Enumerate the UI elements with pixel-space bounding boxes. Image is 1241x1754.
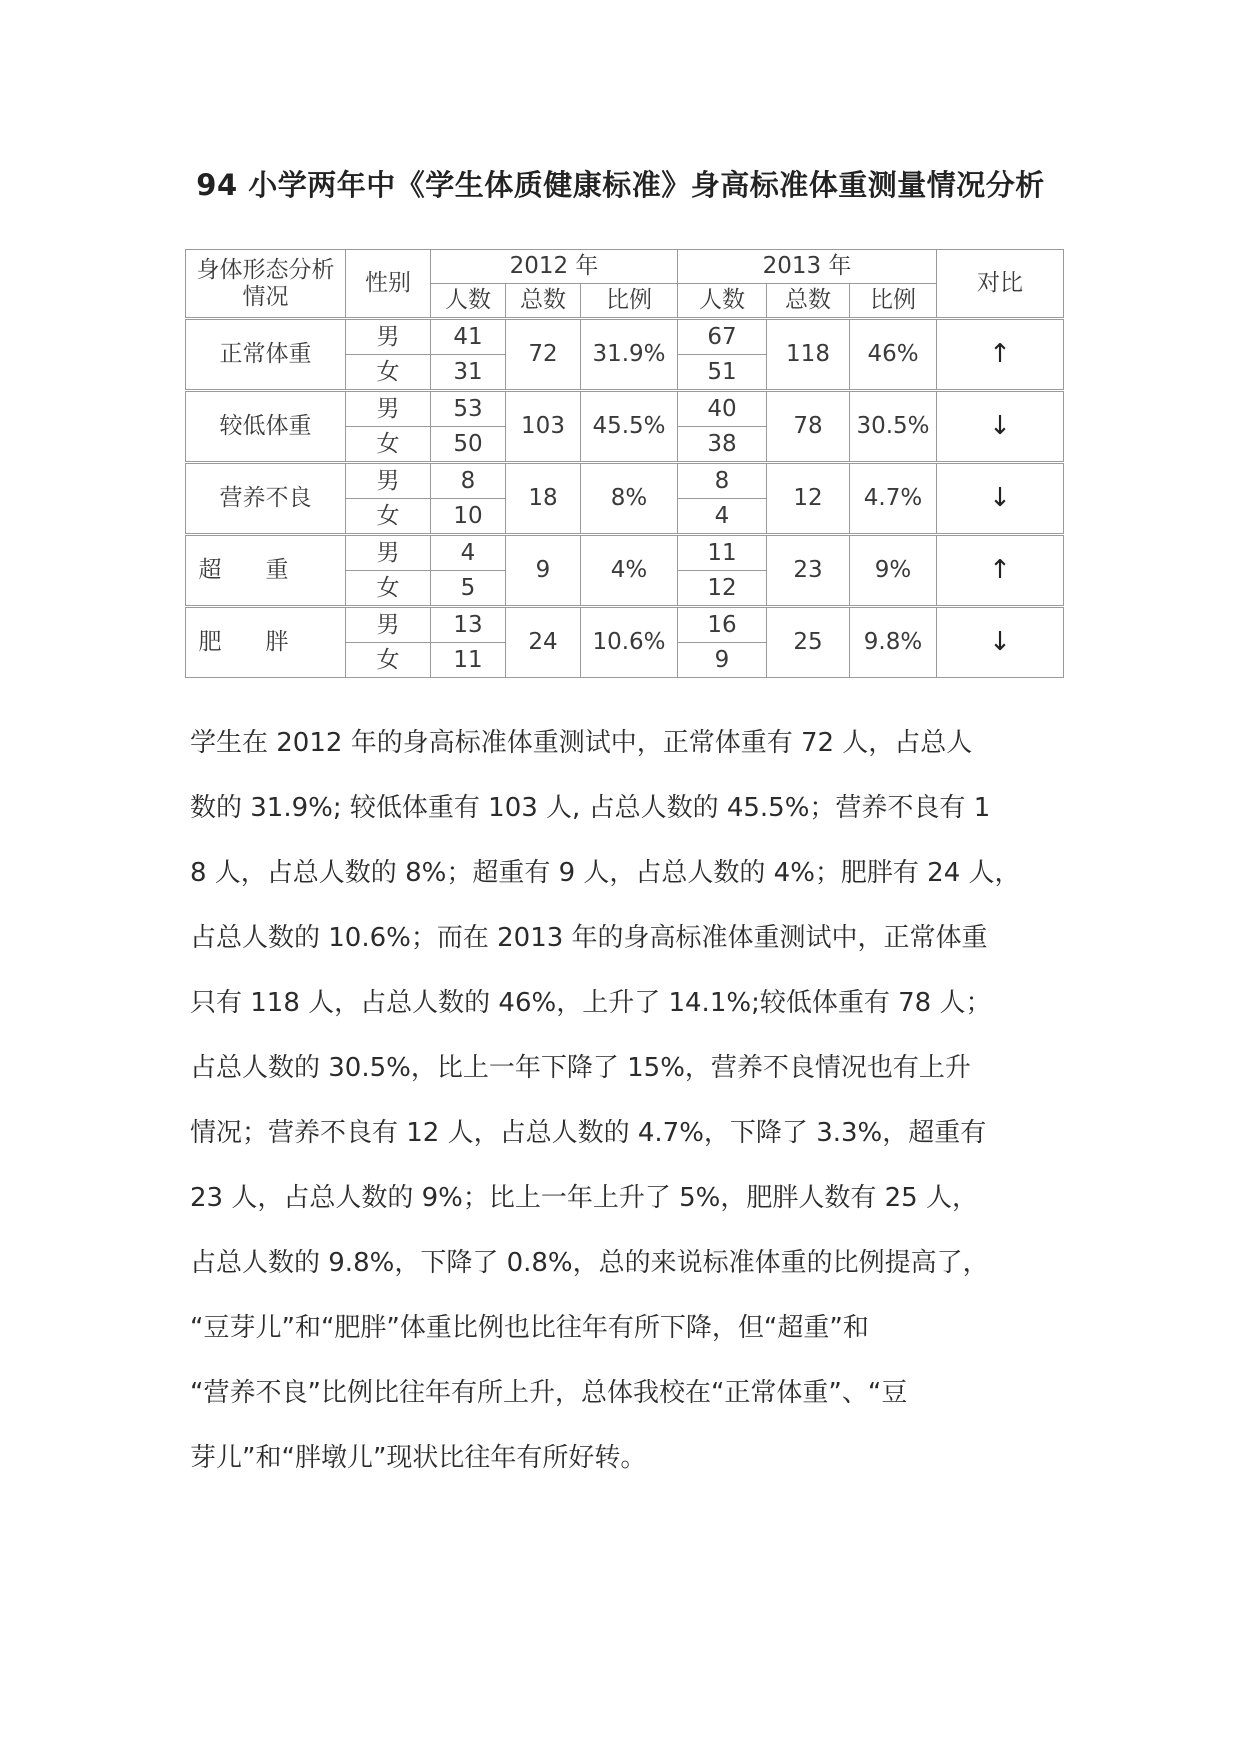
count-2013-female: 9 xyxy=(678,643,767,678)
trend-down-icon: ↓ xyxy=(937,607,1064,678)
table-row xyxy=(186,391,1064,427)
paragraph-line: 占总人数的 30.5%，比上一年下降了 15%，营养不良情况也有上升 xyxy=(190,1053,971,1083)
header-2013-ratio: 比例 xyxy=(850,284,937,319)
total-2013: 23 xyxy=(767,535,850,607)
count-2013-female: 4 xyxy=(678,499,767,535)
count-2012-male: 8 xyxy=(431,463,506,499)
total-2013: 78 xyxy=(767,391,850,463)
category-cell: 超重 xyxy=(186,535,346,607)
header-analysis: 身体形态分析情况 xyxy=(186,250,346,319)
ratio-2012: 45.5% xyxy=(581,391,678,463)
total-2013: 25 xyxy=(767,607,850,678)
gender-female: 女 xyxy=(346,355,431,391)
trend-up-icon: ↑ xyxy=(937,319,1064,391)
gender-male: 男 xyxy=(346,391,431,427)
total-2012: 103 xyxy=(506,391,581,463)
category-cell: 营养不良 xyxy=(186,463,346,535)
paragraph-line: 23 人，占总人数的 9%；比上一年上升了 5%，肥胖人数有 25 人， xyxy=(190,1183,978,1213)
total-2012: 24 xyxy=(506,607,581,678)
count-2013-female: 38 xyxy=(678,427,767,463)
total-2012: 9 xyxy=(506,535,581,607)
total-2012: 18 xyxy=(506,463,581,535)
trend-down-icon: ↓ xyxy=(937,463,1064,535)
count-2012-female: 50 xyxy=(431,427,506,463)
trend-up-icon: ↑ xyxy=(937,535,1064,607)
paragraph-line: 数的 31.9%; 较低体重有 103 人, 占总人数的 45.5%；营养不良有 1 xyxy=(190,793,991,823)
paragraph-line: 占总人数的 9.8%，下降了 0.8%，总的来说标准体重的比例提高了， xyxy=(190,1248,989,1278)
total-2013: 118 xyxy=(767,319,850,391)
header-2013-people: 人数 xyxy=(678,284,767,319)
gender-male: 男 xyxy=(346,463,431,499)
trend-down-icon: ↓ xyxy=(937,391,1064,463)
header-2013-total: 总数 xyxy=(767,284,850,319)
gender-female: 女 xyxy=(346,643,431,678)
count-2012-female: 10 xyxy=(431,499,506,535)
table-row xyxy=(186,319,1064,355)
gender-male: 男 xyxy=(346,607,431,643)
ratio-2013: 30.5% xyxy=(850,391,937,463)
header-compare: 对比 xyxy=(937,250,1064,319)
category-cell: 肥胖 xyxy=(186,607,346,678)
ratio-2013: 4.7% xyxy=(850,463,937,535)
ratio-2012: 8% xyxy=(581,463,678,535)
document-title: 94 小学两年中《学生体质健康标准》身高标准体重测量情况分析 xyxy=(196,168,1045,202)
header-year-2012: 2012 年 xyxy=(431,250,678,284)
count-2012-female: 5 xyxy=(431,571,506,607)
paragraph-line: “豆芽儿”和“肥胖”体重比例也比往年有所下降，但“超重”和 xyxy=(190,1313,869,1343)
count-2013-male: 67 xyxy=(678,319,767,355)
count-2012-male: 41 xyxy=(431,319,506,355)
header-2012-total: 总数 xyxy=(506,284,581,319)
ratio-2013: 9% xyxy=(850,535,937,607)
header-2012-people: 人数 xyxy=(431,284,506,319)
count-2012-male: 53 xyxy=(431,391,506,427)
ratio-2013: 9.8% xyxy=(850,607,937,678)
total-2012: 72 xyxy=(506,319,581,391)
paragraph-line: 学生在 2012 年的身高标准体重测试中，正常体重有 72 人，占总人 xyxy=(190,728,973,758)
total-2013: 12 xyxy=(767,463,850,535)
count-2013-male: 40 xyxy=(678,391,767,427)
gender-female: 女 xyxy=(346,499,431,535)
paragraph-line: 占总人数的 10.6%；而在 2013 年的身高标准体重测试中，正常体重 xyxy=(190,923,988,953)
count-2012-female: 11 xyxy=(431,643,506,678)
paragraph-line: 只有 118 人，占总人数的 46%，上升了 14.1%;较低体重有 78 人； xyxy=(190,988,992,1018)
paragraph-line: “营养不良”比例比往年有所上升，总体我校在“正常体重”、“豆 xyxy=(190,1378,908,1408)
table-row xyxy=(186,463,1064,499)
count-2013-male: 16 xyxy=(678,607,767,643)
count-2013-male: 8 xyxy=(678,463,767,499)
ratio-2012: 31.9% xyxy=(581,319,678,391)
analysis-paragraph xyxy=(190,711,1060,1491)
ratio-2013: 46% xyxy=(850,319,937,391)
gender-female: 女 xyxy=(346,427,431,463)
count-2013-female: 12 xyxy=(678,571,767,607)
header-year-2013: 2013 年 xyxy=(678,250,937,284)
table-header-row xyxy=(186,250,1064,284)
table-row xyxy=(186,607,1064,643)
ratio-2012: 10.6% xyxy=(581,607,678,678)
count-2012-female: 31 xyxy=(431,355,506,391)
count-2012-male: 13 xyxy=(431,607,506,643)
paragraph-line: 8 人，占总人数的 8%；超重有 9 人，占总人数的 4%；肥胖有 24 人， xyxy=(190,858,1021,888)
header-gender: 性别 xyxy=(346,250,431,319)
count-2013-male: 11 xyxy=(678,535,767,571)
count-2012-male: 4 xyxy=(431,535,506,571)
gender-male: 男 xyxy=(346,319,431,355)
paragraph-line: 情况；营养不良有 12 人，占总人数的 4.7%，下降了 3.3%，超重有 xyxy=(190,1118,987,1148)
body-measurement-table xyxy=(185,249,1064,678)
paragraph-line: 芽儿”和“胖墩儿”现状比往年有所好转。 xyxy=(190,1443,647,1473)
table-row xyxy=(186,535,1064,571)
gender-female: 女 xyxy=(346,571,431,607)
category-cell: 较低体重 xyxy=(186,391,346,463)
header-2012-ratio: 比例 xyxy=(581,284,678,319)
gender-male: 男 xyxy=(346,535,431,571)
count-2013-female: 51 xyxy=(678,355,767,391)
category-cell: 正常体重 xyxy=(186,319,346,391)
ratio-2012: 4% xyxy=(581,535,678,607)
